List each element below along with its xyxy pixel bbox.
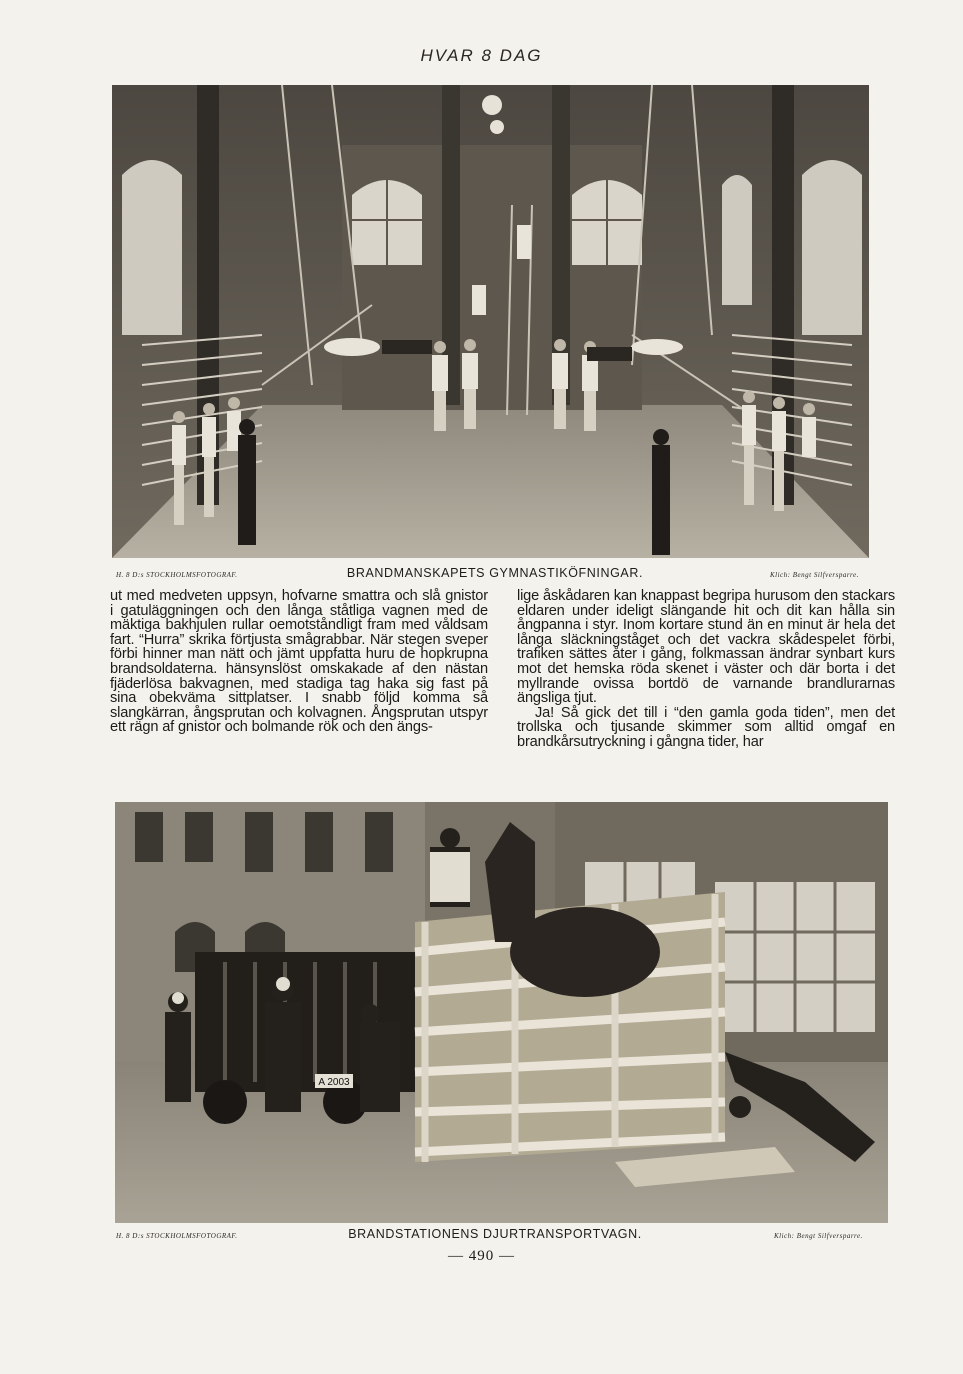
photo-credit-right-top: Klich: Bengt Silfversparre. [770,571,859,579]
photo-credit-right-bottom: Klich: Bengt Silfversparre. [774,1232,863,1240]
license-plate: A 2003 [318,1077,350,1088]
photo-caption-top: BRANDMANSKAPETS GYMNASTIKÖFNINGAR. [346,566,644,580]
horse-transport-photo-illustration [115,802,888,1223]
article-paragraph: Ja! Så gick det till i “den gamla goda tiden”, men det trollska och tjusande skimmer som alltid omgaf en brandkårsutryckning i gångna tider, har [517,704,895,750]
photo-caption-bottom: BRANDSTATIONENS DJURTRANSPORTVAGN. [348,1227,642,1241]
photo-credit-left-top: H. 8 D:s STOCKHOLMSFOTOGRAF. [116,571,238,579]
gymnastics-photo [112,85,869,558]
running-title: HVAR 8 DAG [420,46,543,65]
horse-transport-photo [115,802,888,1223]
gymnastics-photo-illustration [112,85,869,558]
article-column-left [110,589,488,735]
article-column-right [517,589,895,750]
page-number: — 490 — [448,1248,515,1264]
photo-credit-left-bottom: H. 8 D:s STOCKHOLMSFOTOGRAF. [116,1232,238,1240]
article-paragraph: ut med medveten uppsyn, hofvarne smattra och slå gnistor i gatuläggningen och den långa ståtliga vagnen med de mäktiga bakhjulen rullar oemotståndligt fram med våldsam fart. “Hurra” skrika förtjusta smågrabbar. När stegen sveper förbi hinner man nätt och jämt uppfatta huru de hopkrupna brandsoldaterna. hänsynslöst omskakade af den nästan fjäderlösa bakvagnen, med stadiga tag haka sig fast på sina obekväma sittplatser. I snabb följd komma så slangkärran, ångsprutan och kolvagnen. Ångsprutan utspyr ett rägn af gnistor och bolmande rök och den ängs- [110,588,488,736]
article-paragraph: lige åskådaren kan knappast begripa hurusom den stackars eldaren under ideligt slängande hit och dit kan hålla sin ångpanna i styr. Inom kortare stund än en minut är hela det långa släckningståget och det vackra skådespelet förbi, trafiken sättes åter i gång, folkmassan ändrar synbart kurs mot det hemska röda skenet i väster och där borta i det myllrande ovissa bortdö de varnande brandlurarnas ängsliga tjut. [517,588,895,707]
